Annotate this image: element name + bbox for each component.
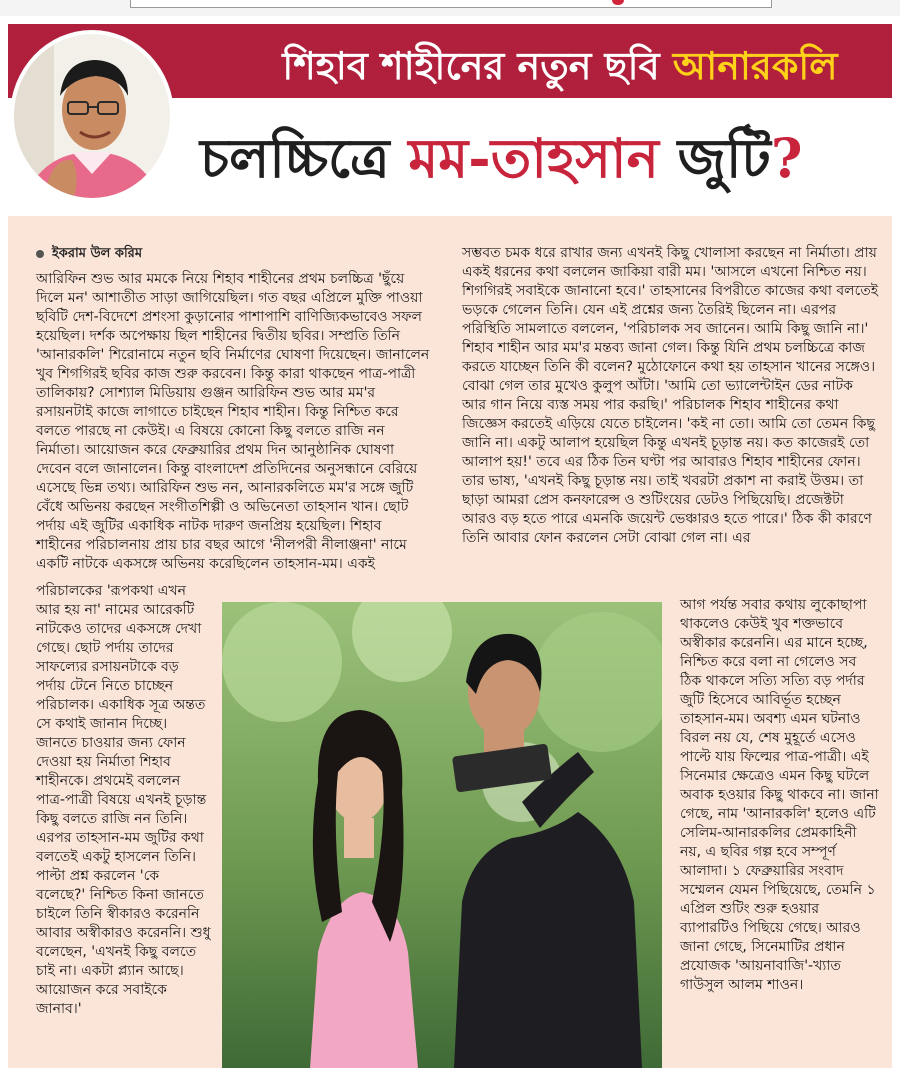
article-photo: [222, 602, 662, 1068]
kicker-highlight: আনারকলি: [672, 43, 838, 88]
byline-author: ইকরাম উল করিম: [52, 246, 143, 261]
paragraph: আরিফিন শুভ আর মমকে নিয়ে শিহাব শাহীনের প্রথম চলচ্চিত্র 'ছুঁয়ে দিলে মন' আশাতীত সাড়া জাগিয়েছিল। গত বছর এপ্রিলে মুক্তি পাওয়া ছবিটি দেশ-বিদেশে প্রশংসা কুড়ানোর পাশাপাশি বাণিজ্যিকভাবেও সফল হয়েছিল। দর্শক অপেক্ষায় ছিল শাহীনের দ্বিতীয় ছবির। সম্প্রতি তিনি 'আনারকলি' শিরোনামে নতুন ছবি নির্মাণের ঘোষণা দিয়েছেন। জানালেন খুব শিগগিরই ছবির কাজ শুরু করবেন। কিন্তু কারা থাকছেন পাত্র-পাত্রী তালিকায়? সোশ্যাল মিডিয়ায় গুঞ্জন আরিফিন শুভ আর মম'র রসায়নটাই কাজে লাগাতে চাইছেন শিহাব শাহীন। কিন্তু নিশ্চিত করে বলতে পারছে না কেউই। এ বিষয়ে কোনো কিছু বলতে রাজি নন নির্মাতা। আয়োজন করে ফেব্রুয়ারির প্রথম দিন আনুষ্ঠানিক ঘোষণা দেবেন বলে জানালেন। কিন্তু বাংলাদেশ প্রতিদিনের অনুসন্ধানে বেরিয়ে এসেছে ভিন্ন তথ্য। আরিফিন শুভ নন, আনারকলিতে মম'র সঙ্গে জুটি বেঁধে অভিনয় করছেন সংগীতশিল্পী ও অভিনেতা তাহসান খান। ছোট পর্দায় এই জুটির একাধিক নাটক দারুণ জনপ্রিয় হয়েছিল। শিহাব শাহীনের পরিচালনায় প্রায় চার বছর আগে 'নীলপরী নীলাঞ্জনা' নামে একটি নাটকে একসঙ্গে অভিনয় করেছিলেন তাহসান-মম। একই: [36, 271, 430, 572]
headline-question-mark: ?: [770, 126, 803, 190]
headline-part-3: জুটি: [658, 126, 771, 190]
article-column-left: [36, 270, 430, 574]
paragraph: সম্ভবত চমক ধরে রাখার জন্য এখনই কিছু খোলাসা করছেন না নির্মাতা। প্রায় একই ধরনের কথা বললেন জাকিয়া বারী মম। 'আসলে এখনো নিশ্চিত নয়। শিগগিরই সবাইকে জানানো হবে।' তাহসানের বিপরীতে কাজের কথা বলতেই ভড়কে গেলেন তিনি। যেন এই প্রশ্নের জন্য তৈরিই ছিলেন না। এরপর পরিস্থিতি সামলাতে বললেন, 'পরিচালক সব জানেন। আমি কিছু জানি না।': [462, 245, 879, 337]
article-column-left-narrow: [36, 582, 212, 1019]
byline: [36, 244, 142, 265]
headline-part-1: চলচ্চিত্রে: [200, 126, 409, 190]
byline-bullet: [36, 250, 44, 258]
paragraph: পরিচালকের 'রূপকথা এখন আর হয় না' নামের আরেকটি নাটকেও তাদের একসঙ্গে দেখা গেছে। ছোট পর্দায় তাদের সাফল্যের রসায়নটাকে বড় পর্দায় টেনে নিতে চাচ্ছেন পরিচালক। একাধিক সূত্র অন্তত সে কথাই জানান দিচ্ছে। জানতে চাওয়ার জন্য ফোন দেওয়া হয় নির্মাতা শিহাব শাহীনকে। প্রথমেই বললেন পাত্র-পাত্রী বিষয়ে এখনই চূড়ান্ত কিছু বলতে রাজি নন তিনি। এরপর তাহসান-মম জুটির কথা বলতেই একটু হাসলেন তিনি। পাল্টা প্রশ্ন করলেন 'কে বলেছে?' নিশ্চিত কিনা জানতে চাইলে তিনি স্বীকারও করেননি আবার অস্বীকারও করেননি। শুধু বলেছেন, 'এখনই কিছু বলতে চাই না। একটা প্ল্যান আছে। আয়োজন করে সবাইকে জানাব।': [36, 583, 211, 1017]
headline-part-2: মম-তাহসান: [408, 126, 659, 190]
page-top-strip: [0, 0, 900, 16]
kicker-text: শিহাব শাহীনের নতুন ছবি: [282, 43, 673, 88]
article-column-right: [462, 244, 880, 548]
paragraph: আগ পর্যন্ত সবার কথায় লুকোছাপা থাকলেও কেউই খুব শক্তভাবে অস্বীকার করেননি। এর মানে হচ্ছে, নিশ্চিত করে বলা না গেলেও সব ঠিক থাকলে সত্যি সত্যি বড় পর্দার জুটি হিসেবে আবির্ভূত হচ্ছেন তাহসান-মম। অবশ্য এমন ঘটনাও বিরল নয় যে, শেষ মুহূর্তে এসেও পাল্টে যায় ফিল্মের পাত্র-পাত্রী। এই সিনেমার ক্ষেত্রেও এমন কিছু ঘটলে অবাক হওয়ার কিছু থাকবে না। জানা গেছে, নাম 'আনারকলি' হলেও এটি সেলিম-আনারকলির প্রেমকাহিনী নয়, এ ছবির গল্প হবে সম্পূর্ণ আলাদা। ১ ফেব্রুয়ারির সংবাদ সম্মেলন যেমন পিছিয়েছে, তেমনি ১ এপ্রিল শুটিং শুরু হওয়ার ব্যাপারটিও পিছিয়ে গেছে। আরও জানা গেছে, সিনেমাটির প্রধান প্রযোজক 'আয়নাবাজি'-খ্যাত গাউসুল আলম শাওন।: [680, 597, 879, 993]
portrait-illustration: [14, 34, 170, 198]
photo-illustration: [222, 602, 662, 1068]
article-column-right-narrow: [680, 596, 880, 995]
page-top-frame: [130, 0, 772, 8]
author-portrait: [14, 34, 170, 198]
kicker-title: [250, 36, 870, 96]
paragraph: শিহাব শাহীন আর মম'র মন্তব্য জানা গেল। কিন্তু যিনি প্রথম চলচ্চিত্রে কাজ করতে যাচ্ছেন তিনি কী বলেন? মুঠোফোনে কথা হয় তাহসান খানের সঙ্গেও। বোঝা গেল তার মুখেও কুলুপ আঁটা। 'আমি তো ভ্যালেন্টাইন ডের নাটক আর গান নিয়ে ব্যস্ত সময় পার করছি।' পরিচালক শিহাব শাহীনের কথা জিজ্ঞেস করতেই এড়িয়ে যেতে চাইলেন। 'কই না তো। আমি তো তেমন কিছু জানি না। একটু আলাপ হয়েছিল কিন্তু এখনই চূড়ান্ত নয়। কত কাজেরই তো আলাপ হয়!' তবে এর ঠিক তিন ঘণ্টা পর আবারও শিহাব শাহীনের ফোন। তার ভাষ্য, 'এখনই কিছু চূড়ান্ত নয়। তাই খবরটা প্রকাশ না করাই উত্তম। তা ছাড়া আমরা প্রেস কনফারেন্স ও শুটিংয়ের ডেটও পিছিয়েছি। প্রজেক্টটা আরও বড় হতে পারে এমনকি জয়েন্ট ভেঞ্চারও হতে পারে।' ঠিক কী কারণে তিনি আবার ফোন করলেন সেটা বোঝা গেল না। এর: [462, 340, 876, 546]
headline: [200, 118, 890, 198]
